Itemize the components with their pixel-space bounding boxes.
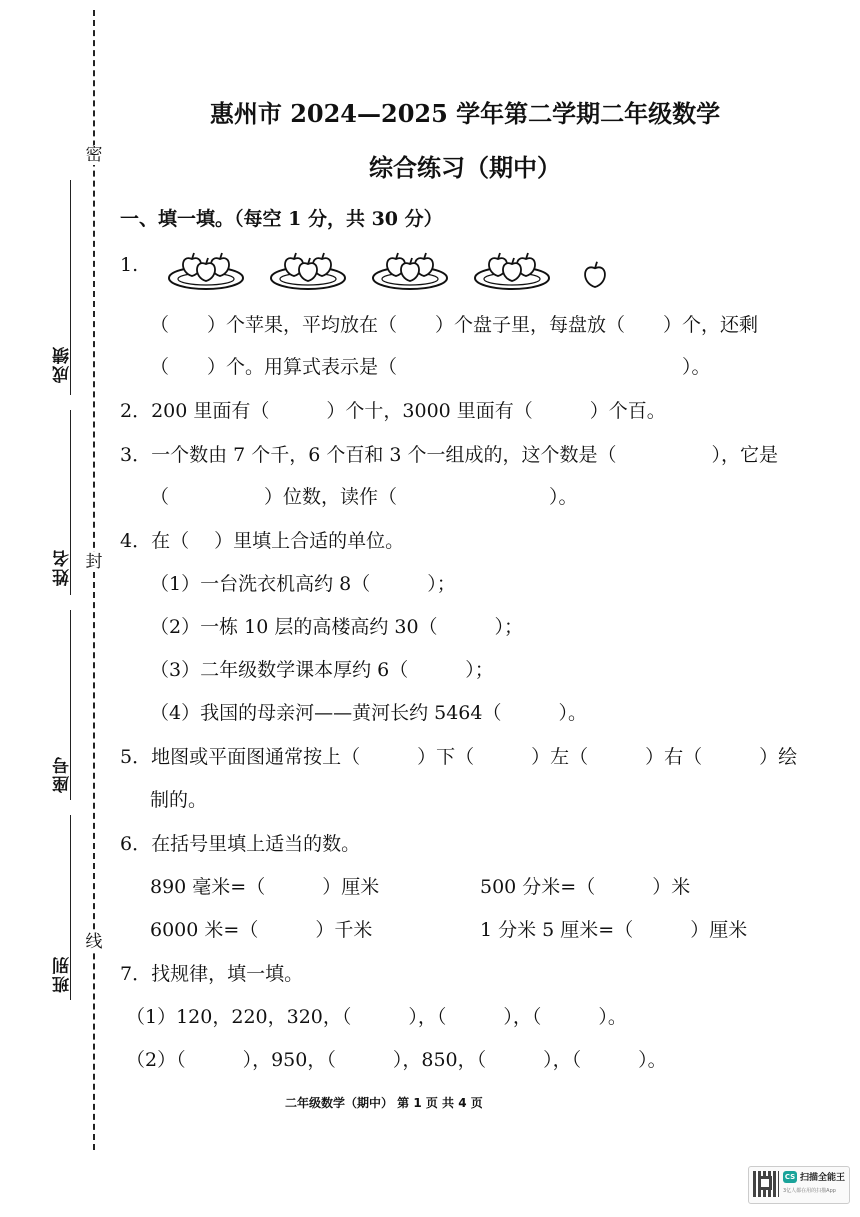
q7-item-1: （1）120，220，320，（ ），（ ），（ ）。 [126, 1006, 627, 1028]
plate-of-apples [268, 246, 348, 292]
field-label-seat: 座号 [53, 755, 73, 793]
q1-number: 1. [120, 254, 139, 276]
page-subtitle: 综合练习（期中） [369, 153, 561, 182]
q6-heading: 6．在括号里填上适当的数。 [120, 833, 361, 855]
q5-line1: 5．地图或平面图通常按上（ ）下（ ）左（ ）右（ ）绘 [120, 746, 798, 768]
q4-item-2: （2）一栋 10 层的高楼高约 30（ ）； [150, 616, 524, 638]
q6-item-2: 500 分米=（ ）米 [480, 876, 691, 898]
q5-line2: 制的。 [150, 789, 208, 811]
field-rule-seat [70, 610, 71, 800]
field-rule-name [70, 410, 71, 595]
scanner-name: 扫描全能王 [800, 1173, 846, 1183]
camscanner-logo: CS [784, 1173, 796, 1181]
q6-item-4: 1 分米 5 厘米=（ ）厘米 [480, 919, 748, 941]
field-label-class: 班别 [53, 955, 73, 993]
q4-heading: 4．在（ ）里填上合适的单位。 [120, 530, 405, 552]
q2-text: 2．200 里面有（ ）个十，3000 里面有（ ）个百。 [120, 400, 666, 422]
plate-of-apples [166, 246, 246, 292]
q6-item-1: 890 毫米=（ ）厘米 [150, 876, 380, 898]
scanner-tagline: 3亿人都在用的扫描App [783, 1188, 836, 1194]
q4-item-1: （1）一台洗衣机高约 8（ ）； [150, 573, 456, 595]
q4-item-4: （4）我国的母亲河——黄河长约 5464（ ）。 [150, 702, 587, 724]
page-footer: 二年级数学（期中） 第 1 页 共 4 页 [285, 1096, 483, 1110]
field-label-name: 姓名 [53, 548, 73, 586]
q6-item-3: 6000 米=（ ）千米 [150, 919, 373, 941]
q7-item-2: （2）（ ），950，（ ），850，（ ），（ ）。 [126, 1049, 667, 1071]
seal-char-xian: 线 [85, 932, 103, 952]
q1-line1: （ ）个苹果，平均放在（ ）个盘子里，每盘放（ ）个，还剩 [150, 314, 759, 336]
q4-item-3: （3）二年级数学课本厚约 6（ ）； [150, 659, 494, 681]
section-heading: 一、填一填。（每空 1 分，共 30 分） [120, 208, 443, 230]
field-rule-score [70, 180, 71, 395]
q7-heading: 7．找规律，填一填。 [120, 963, 304, 985]
qr-code-icon [753, 1171, 779, 1197]
apple-icon [585, 262, 605, 287]
plate-of-apples [370, 246, 450, 292]
seal-char-mi: 密 [85, 145, 103, 165]
seal-char-feng: 封 [85, 552, 103, 572]
field-label-score: 成绩 [53, 345, 73, 383]
q1-line2: （ ）个。用算式表示是（ ）。 [150, 356, 711, 378]
page-title: 惠州市 2024—2025 学年第二学期二年级数学 [209, 99, 721, 128]
field-rule-class [70, 815, 71, 1000]
scanner-watermark [748, 1166, 850, 1204]
loose-apple [580, 256, 610, 290]
plate-of-apples [472, 246, 552, 292]
q3-line2: （ ）位数，读作（ ）。 [150, 486, 578, 508]
q3-line1: 3．一个数由 7 个千，6 个百和 3 个一组成的，这个数是（ ），它是 [120, 444, 779, 466]
